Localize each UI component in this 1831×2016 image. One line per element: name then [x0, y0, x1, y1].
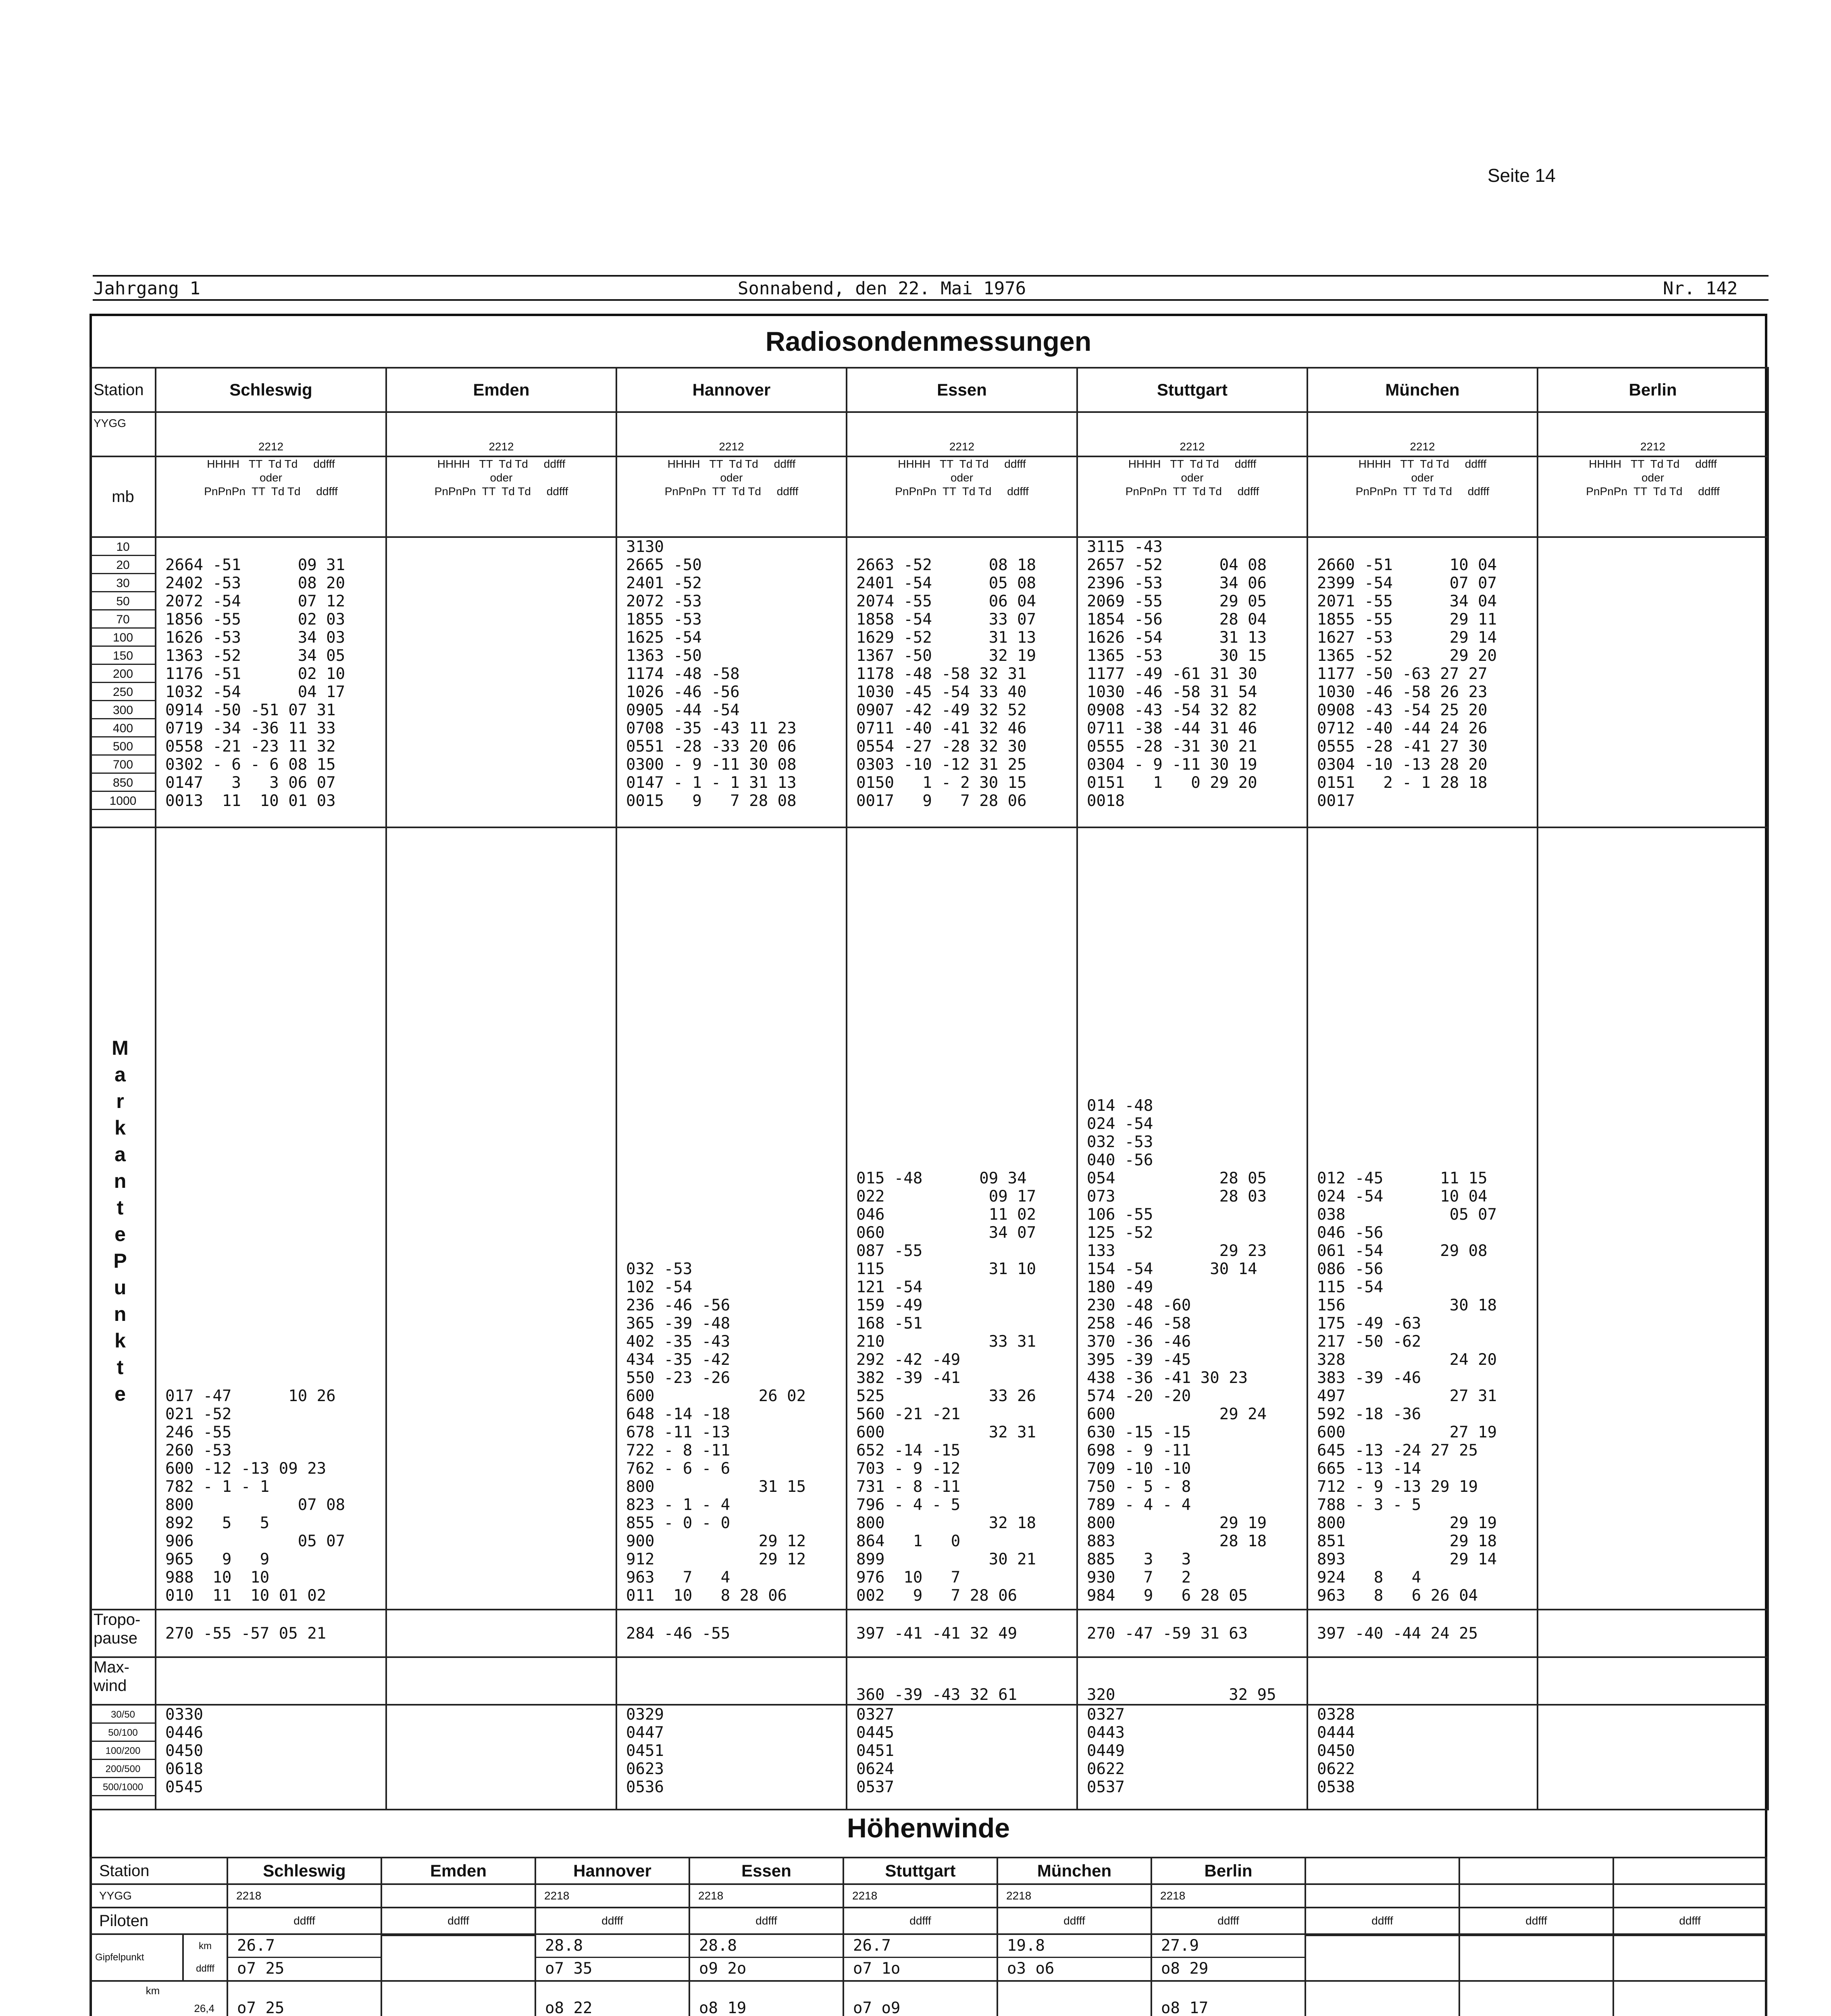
header-volume: Jahrgang 1	[94, 278, 200, 299]
yygg-value: 2212	[847, 412, 1077, 456]
layer-level-list	[90, 1705, 156, 1810]
column-head-line2: PnPnPn TT Td Td ddfff	[204, 485, 338, 498]
layer-level: 200/500	[91, 1760, 155, 1778]
hw-yygg-value: 2218	[843, 1884, 997, 1908]
km-level: 26,4	[91, 1999, 214, 2016]
pressure-level: 30	[91, 574, 155, 592]
header-date: Sonnabend, den 22. Mai 1976	[738, 278, 1026, 299]
piloten-ddfff-label: ddfff	[227, 1908, 381, 1934]
maxwind-label: Max- wind	[90, 1657, 156, 1705]
wind-profile: o7 25	[227, 1981, 381, 2016]
column-head-line1: HHHH TT Td Td ddfff	[667, 458, 796, 470]
markante-letter: e	[114, 1223, 126, 1245]
gipfel-cell	[227, 1934, 381, 1981]
tropopause-label: Tropo- pause	[90, 1610, 156, 1657]
layer-values: 0327 0443 0449 0622 0537	[1077, 1705, 1307, 1810]
tropopause-value: 284 -46 -55	[616, 1610, 847, 1657]
standard-levels	[386, 537, 616, 827]
tropopause-value: 397 -40 -44 24 25	[1307, 1610, 1538, 1657]
hw-station-name	[1459, 1858, 1613, 1884]
pressure-level: 500	[91, 737, 155, 756]
pressure-level-list	[90, 537, 156, 827]
wind-profile: o8 22	[535, 1981, 689, 2016]
hw-station-label: Station	[90, 1858, 227, 1884]
column-header	[1538, 456, 1768, 537]
tropopause-value	[386, 1610, 616, 1657]
column-header	[156, 456, 386, 537]
column-head-oder: oder	[1641, 471, 1665, 484]
gipfel-height	[1306, 1935, 1459, 1936]
hw-station-name: Essen	[689, 1858, 843, 1884]
gipfel-cell	[1459, 1934, 1613, 1981]
gipfel-height: 28.8	[690, 1935, 843, 1958]
gipfel-cell	[689, 1934, 843, 1981]
layer-values: 0330 0446 0450 0618 0545	[156, 1705, 386, 1810]
markante-letter: r	[116, 1090, 124, 1112]
markante-letter: t	[117, 1196, 124, 1219]
wind-profile	[1459, 1981, 1613, 2016]
significant-points: 032 -53 102 -54 236 -46 -56 365 -39 -48 402 -35 -43 434 -35 -42 550 -23 -26 600 26 02 648 -14 -18 678 -11 -13 722 - 8 -11 762 - 6 - 6 800 31 15 823 - 1 - 4 855 - 0 - 0 900 29 12 912 29 12 963 7 4 011 10 8 28 06	[616, 827, 847, 1610]
header-rule-top	[93, 275, 1769, 277]
significant-points	[386, 827, 616, 1610]
hw-station-name: Stuttgart	[843, 1858, 997, 1884]
hw-station-name: Emden	[381, 1858, 535, 1884]
column-head-oder: oder	[259, 471, 283, 484]
pressure-level: 700	[91, 756, 155, 774]
gipfel-km-unit: km	[199, 1941, 212, 1951]
markante-letter: n	[114, 1170, 127, 1192]
yygg-value: 2212	[386, 412, 616, 456]
markante-letter: e	[114, 1383, 126, 1405]
gipfel-wind: o3 o6	[1007, 1960, 1055, 1978]
standard-levels: 2663 -52 08 18 2401 -54 05 08 2074 -55 06 04 1858 -54 33 07 1629 -52 31 13 1367 -50 32 19 1178 -48 -58 32 31 1030 -45 -54 33 40 0907 -42 -49 32 52 0711 -40 -41 32 46 0554 -27 -28 32 30 0303 -10 -12 31 25 0150 1 - 2 30 15 0017 9 7 28 06	[847, 537, 1077, 827]
significant-points: 015 -48 09 34 022 09 17 046 11 02 060 34 07 087 -55 115 31 10 121 -54 159 -49 168 -51 210 33 31 292 -42 -49 382 -39 -41 525 33 26 560 -21 -21 600 32 31 652 -14 -15 703 - 9 -12 731 - 8 -11 796 - 4 - 5 800 32 18 864 1 0 899 30 21 976 10 7 002 9 7 28 06	[847, 827, 1077, 1610]
wind-profile	[1305, 1981, 1459, 2016]
column-header	[847, 456, 1077, 537]
hw-yygg-value	[1305, 1884, 1459, 1908]
pressure-level: 1000	[91, 792, 155, 810]
station-name: Hannover	[616, 368, 847, 412]
yygg-value: 2212	[1307, 412, 1538, 456]
column-head-line1: HHHH TT Td Td ddfff	[1358, 458, 1487, 470]
mb-label: mb	[90, 456, 156, 537]
gipfel-cell	[1305, 1934, 1459, 1981]
column-head-line1: HHHH TT Td Td ddfff	[1589, 458, 1717, 470]
hw-yygg-value: 2218	[997, 1884, 1151, 1908]
layer-level: 50/100	[91, 1724, 155, 1742]
pressure-level: 200	[91, 665, 155, 683]
hw-station-name	[1613, 1858, 1766, 1884]
maxwind-value	[156, 1657, 386, 1705]
gipfel-wind: o7 35	[545, 1960, 593, 1978]
layer-level: 30/50	[91, 1706, 155, 1724]
station-name: Emden	[386, 368, 616, 412]
station-name: Essen	[847, 368, 1077, 412]
markante-letter: a	[114, 1143, 126, 1166]
gipfel-height: 27.9	[1152, 1935, 1305, 1958]
pressure-level: 150	[91, 647, 155, 665]
gipfel-height: 26.7	[228, 1935, 381, 1958]
yygg-value: 2212	[156, 412, 386, 456]
column-head-line2: PnPnPn TT Td Td ddfff	[1586, 485, 1720, 498]
gipfel-cell	[535, 1934, 689, 1981]
gipfel-wind: o9 2o	[699, 1960, 747, 1978]
standard-levels	[1538, 537, 1768, 827]
station-name: München	[1307, 368, 1538, 412]
markante-letter: t	[117, 1356, 124, 1379]
gipfel-dd-unit: ddfff	[196, 1963, 214, 1974]
piloten-ddfff-label: ddfff	[535, 1908, 689, 1934]
layer-values	[1538, 1705, 1768, 1810]
pressure-level: 70	[91, 610, 155, 629]
yygg-value: 2212	[1077, 412, 1307, 456]
header-issue: Nr. 142	[1663, 278, 1738, 299]
hw-station-name	[1305, 1858, 1459, 1884]
piloten-ddfff-label: ddfff	[997, 1908, 1151, 1934]
maxwind-value	[386, 1657, 616, 1705]
yygg-label: YYGG	[90, 412, 156, 456]
page-number: Seite 14	[1488, 165, 1556, 186]
station-label: Station	[90, 368, 156, 412]
yygg-value: 2212	[616, 412, 847, 456]
hw-station-name: Hannover	[535, 1858, 689, 1884]
standard-levels: 2664 -51 09 31 2402 -53 08 20 2072 -54 07 12 1856 -55 02 03 1626 -53 34 03 1363 -52 34 05 1176 -51 02 10 1032 -54 04 17 0914 -50 -51 07 31 0719 -34 -36 11 33 0558 -21 -23 11 32 0302 - 6 - 6 08 15 0147 3 3 06 07 0013 11 10 01 03	[156, 537, 386, 827]
column-head-oder: oder	[720, 471, 743, 484]
column-head-oder: oder	[1181, 471, 1204, 484]
hw-station-name: Berlin	[1151, 1858, 1305, 1884]
km-level-list	[90, 1981, 227, 2016]
wind-profile	[381, 1981, 535, 2016]
gipfel-height: 28.8	[536, 1935, 689, 1958]
column-head-line2: PnPnPn TT Td Td ddfff	[895, 485, 1029, 498]
markante-letter: P	[113, 1250, 127, 1272]
maxwind-value: 360 -39 -43 32 61	[847, 1657, 1077, 1705]
markante-letter: u	[114, 1276, 127, 1299]
markante-letter: k	[114, 1329, 126, 1352]
standard-levels: 2660 -51 10 04 2399 -54 07 07 2071 -55 34 04 1855 -55 29 11 1627 -53 29 14 1365 -52 29 20 1177 -50 -63 27 27 1030 -46 -58 26 23 0908 -43 -54 25 20 0712 -40 -44 24 26 0555 -28 -41 27 30 0304 -10 -13 28 20 0151 2 - 1 28 18 0017	[1307, 537, 1538, 827]
tropopause-value: 270 -55 -57 05 21	[156, 1610, 386, 1657]
hw-yygg-value: 2218	[535, 1884, 689, 1908]
gipfel-cell	[1613, 1934, 1766, 1981]
markante-letter: k	[114, 1116, 126, 1139]
layer-level: 500/1000	[91, 1778, 155, 1796]
hw-station-name: München	[997, 1858, 1151, 1884]
piloten-ddfff-label: ddfff	[689, 1908, 843, 1934]
pressure-level: 100	[91, 629, 155, 647]
column-head-line1: HHHH TT Td Td ddfff	[207, 458, 335, 470]
piloten-ddfff-label: ddfff	[1613, 1908, 1766, 1934]
markante-letter: M	[112, 1037, 129, 1059]
standard-levels: 3115 -43 2657 -52 04 08 2396 -53 34 06 2069 -55 29 05 1854 -56 28 04 1626 -54 31 13 1365 -53 30 15 1177 -49 -61 31 30 1030 -46 -58 31 54 0908 -43 -54 32 82 0711 -38 -44 31 46 0555 -28 -31 30 21 0304 - 9 -11 30 19 0151 1 0 29 20 0018	[1077, 537, 1307, 827]
column-header	[1077, 456, 1307, 537]
wind-profile: o8 19	[689, 1981, 843, 2016]
hw-yygg-value	[1613, 1884, 1766, 1908]
piloten-ddfff-label: ddfff	[843, 1908, 997, 1934]
column-head-line1: HHHH TT Td Td ddfff	[898, 458, 1026, 470]
markante-punkte-label	[108, 1036, 132, 1409]
hw-yygg-value: 2218	[689, 1884, 843, 1908]
layer-values: 0328 0444 0450 0622 0538	[1307, 1705, 1538, 1810]
gipfel-wind: o7 25	[237, 1960, 285, 1978]
pressure-level: 400	[91, 719, 155, 737]
km-unit-label: km	[146, 1985, 160, 1997]
maxwind-value: 320 32 95	[1077, 1657, 1307, 1705]
markante-letter: n	[114, 1303, 127, 1325]
hw-yygg-label: YYGG	[90, 1884, 227, 1908]
tropopause-value: 270 -47 -59 31 63	[1077, 1610, 1307, 1657]
gipfel-height	[382, 1935, 535, 1936]
piloten-ddfff-label: ddfff	[381, 1908, 535, 1934]
column-header	[616, 456, 847, 537]
layer-level: 100/200	[91, 1742, 155, 1760]
hw-station-name: Schleswig	[227, 1858, 381, 1884]
hw-yygg-value	[381, 1884, 535, 1908]
significant-points: 014 -48 024 -54 032 -53 040 -56 054 28 05 073 28 03 106 -55 125 -52 133 29 23 154 -54 30 14 180 -49 230 -48 -60 258 -46 -58 370 -36 -46 395 -39 -45 438 -36 -41 30 23 574 -20 -20 600 29 24 630 -15 -15 698 - 9 -11 709 -10 -10 750 - 5 - 8 789 - 4 - 4 800 29 19 883 28 18 885 3 3 930 7 2 984 9 6 28 05	[1077, 827, 1307, 1610]
markante-letter: a	[114, 1063, 126, 1086]
column-head-oder: oder	[1411, 471, 1434, 484]
station-name: Stuttgart	[1077, 368, 1307, 412]
gipfel-units	[183, 1934, 227, 1981]
gipfel-cell	[843, 1934, 997, 1981]
pressure-level: 20	[91, 556, 155, 574]
column-head-line1: HHHH TT Td Td ddfff	[437, 458, 566, 470]
wind-profile: o8 17	[1151, 1981, 1305, 2016]
significant-points: 012 -45 11 15 024 -54 10 04 038 05 07 046 -56 061 -54 29 08 086 -56 115 -54 156 30 18 175 -49 -63 217 -50 -62 328 24 20 383 -39 -46 497 27 31 592 -18 -36 600 27 19 645 -13 -24 27 25 665 -13 -14 712 - 9 -13 29 19 788 - 3 - 5 800 29 19 851 29 18 893 29 14 924 8 4 963 8 6 26 04	[1307, 827, 1538, 1610]
gipfel-cell	[1151, 1934, 1305, 1981]
column-head-oder: oder	[490, 471, 513, 484]
gipfelpunkt-label: Gipfelpunkt	[90, 1934, 183, 1981]
gipfel-wind: o8 29	[1161, 1960, 1209, 1978]
layer-values: 0329 0447 0451 0623 0536	[616, 1705, 847, 1810]
station-name: Berlin	[1538, 368, 1768, 412]
column-head-line1: HHHH TT Td Td ddfff	[1128, 458, 1257, 470]
header-rule-bottom	[93, 299, 1769, 301]
hoehenwinde-title: Höhenwinde	[847, 1813, 1010, 1843]
layer-values	[386, 1705, 616, 1810]
radiosonde-title: Radiosondenmessungen	[765, 326, 1092, 357]
tropopause-value: 397 -41 -41 32 49	[847, 1610, 1077, 1657]
gipfel-height	[1614, 1935, 1766, 1936]
maxwind-value	[1538, 1657, 1768, 1705]
pressure-level: 50	[91, 592, 155, 610]
radiosonde-table	[89, 367, 1769, 1810]
wind-profile	[997, 1981, 1151, 2016]
gipfel-cell	[381, 1934, 535, 1981]
hw-yygg-value: 2218	[1151, 1884, 1305, 1908]
hw-yygg-value	[1459, 1884, 1613, 1908]
pressure-level: 10	[91, 538, 155, 556]
pressure-level: 850	[91, 774, 155, 792]
column-head-line2: PnPnPn TT Td Td ddfff	[1355, 485, 1490, 498]
hw-yygg-value: 2218	[227, 1884, 381, 1908]
station-name: Schleswig	[156, 368, 386, 412]
gipfel-height: 19.8	[998, 1935, 1151, 1958]
maxwind-value	[1307, 1657, 1538, 1705]
gipfel-height	[1460, 1935, 1613, 1936]
column-header	[386, 456, 616, 537]
hoehenwinde-table	[89, 1857, 1767, 2016]
significant-points	[1538, 827, 1768, 1610]
piloten-ddfff-label: ddfff	[1459, 1908, 1613, 1934]
pressure-level: 250	[91, 683, 155, 701]
wind-profile	[1613, 1981, 1766, 2016]
piloten-ddfff-label: ddfff	[1151, 1908, 1305, 1934]
tropopause-value	[1538, 1610, 1768, 1657]
piloten-label: Piloten	[90, 1908, 227, 1934]
column-head-line2: PnPnPn TT Td Td ddfff	[664, 485, 799, 498]
piloten-ddfff-label: ddfff	[1305, 1908, 1459, 1934]
maxwind-value	[616, 1657, 847, 1705]
gipfel-height: 26.7	[844, 1935, 997, 1958]
column-head-oder: oder	[950, 471, 974, 484]
gipfel-cell	[997, 1934, 1151, 1981]
yygg-value: 2212	[1538, 412, 1768, 456]
pressure-level: 300	[91, 701, 155, 719]
wind-profile: o7 o9	[843, 1981, 997, 2016]
layer-values: 0327 0445 0451 0624 0537	[847, 1705, 1077, 1810]
column-header	[1307, 456, 1538, 537]
significant-points: 017 -47 10 26 021 -52 246 -55 260 -53 600 -12 -13 09 23 782 - 1 - 1 800 07 08 892 5 5 906 05 07 965 9 9 988 10 10 010 11 10 01 02	[156, 827, 386, 1610]
column-head-line2: PnPnPn TT Td Td ddfff	[1125, 485, 1259, 498]
column-head-line2: PnPnPn TT Td Td ddfff	[434, 485, 568, 498]
standard-levels: 3130 2665 -50 2401 -52 2072 -53 1855 -53 1625 -54 1363 -50 1174 -48 -58 1026 -46 -56 0905 -44 -54 0708 -35 -43 11 23 0551 -28 -33 20 06 0300 - 9 -11 30 08 0147 - 1 - 1 31 13 0015 9 7 28 08	[616, 537, 847, 827]
gipfel-wind: o7 1o	[853, 1960, 901, 1978]
